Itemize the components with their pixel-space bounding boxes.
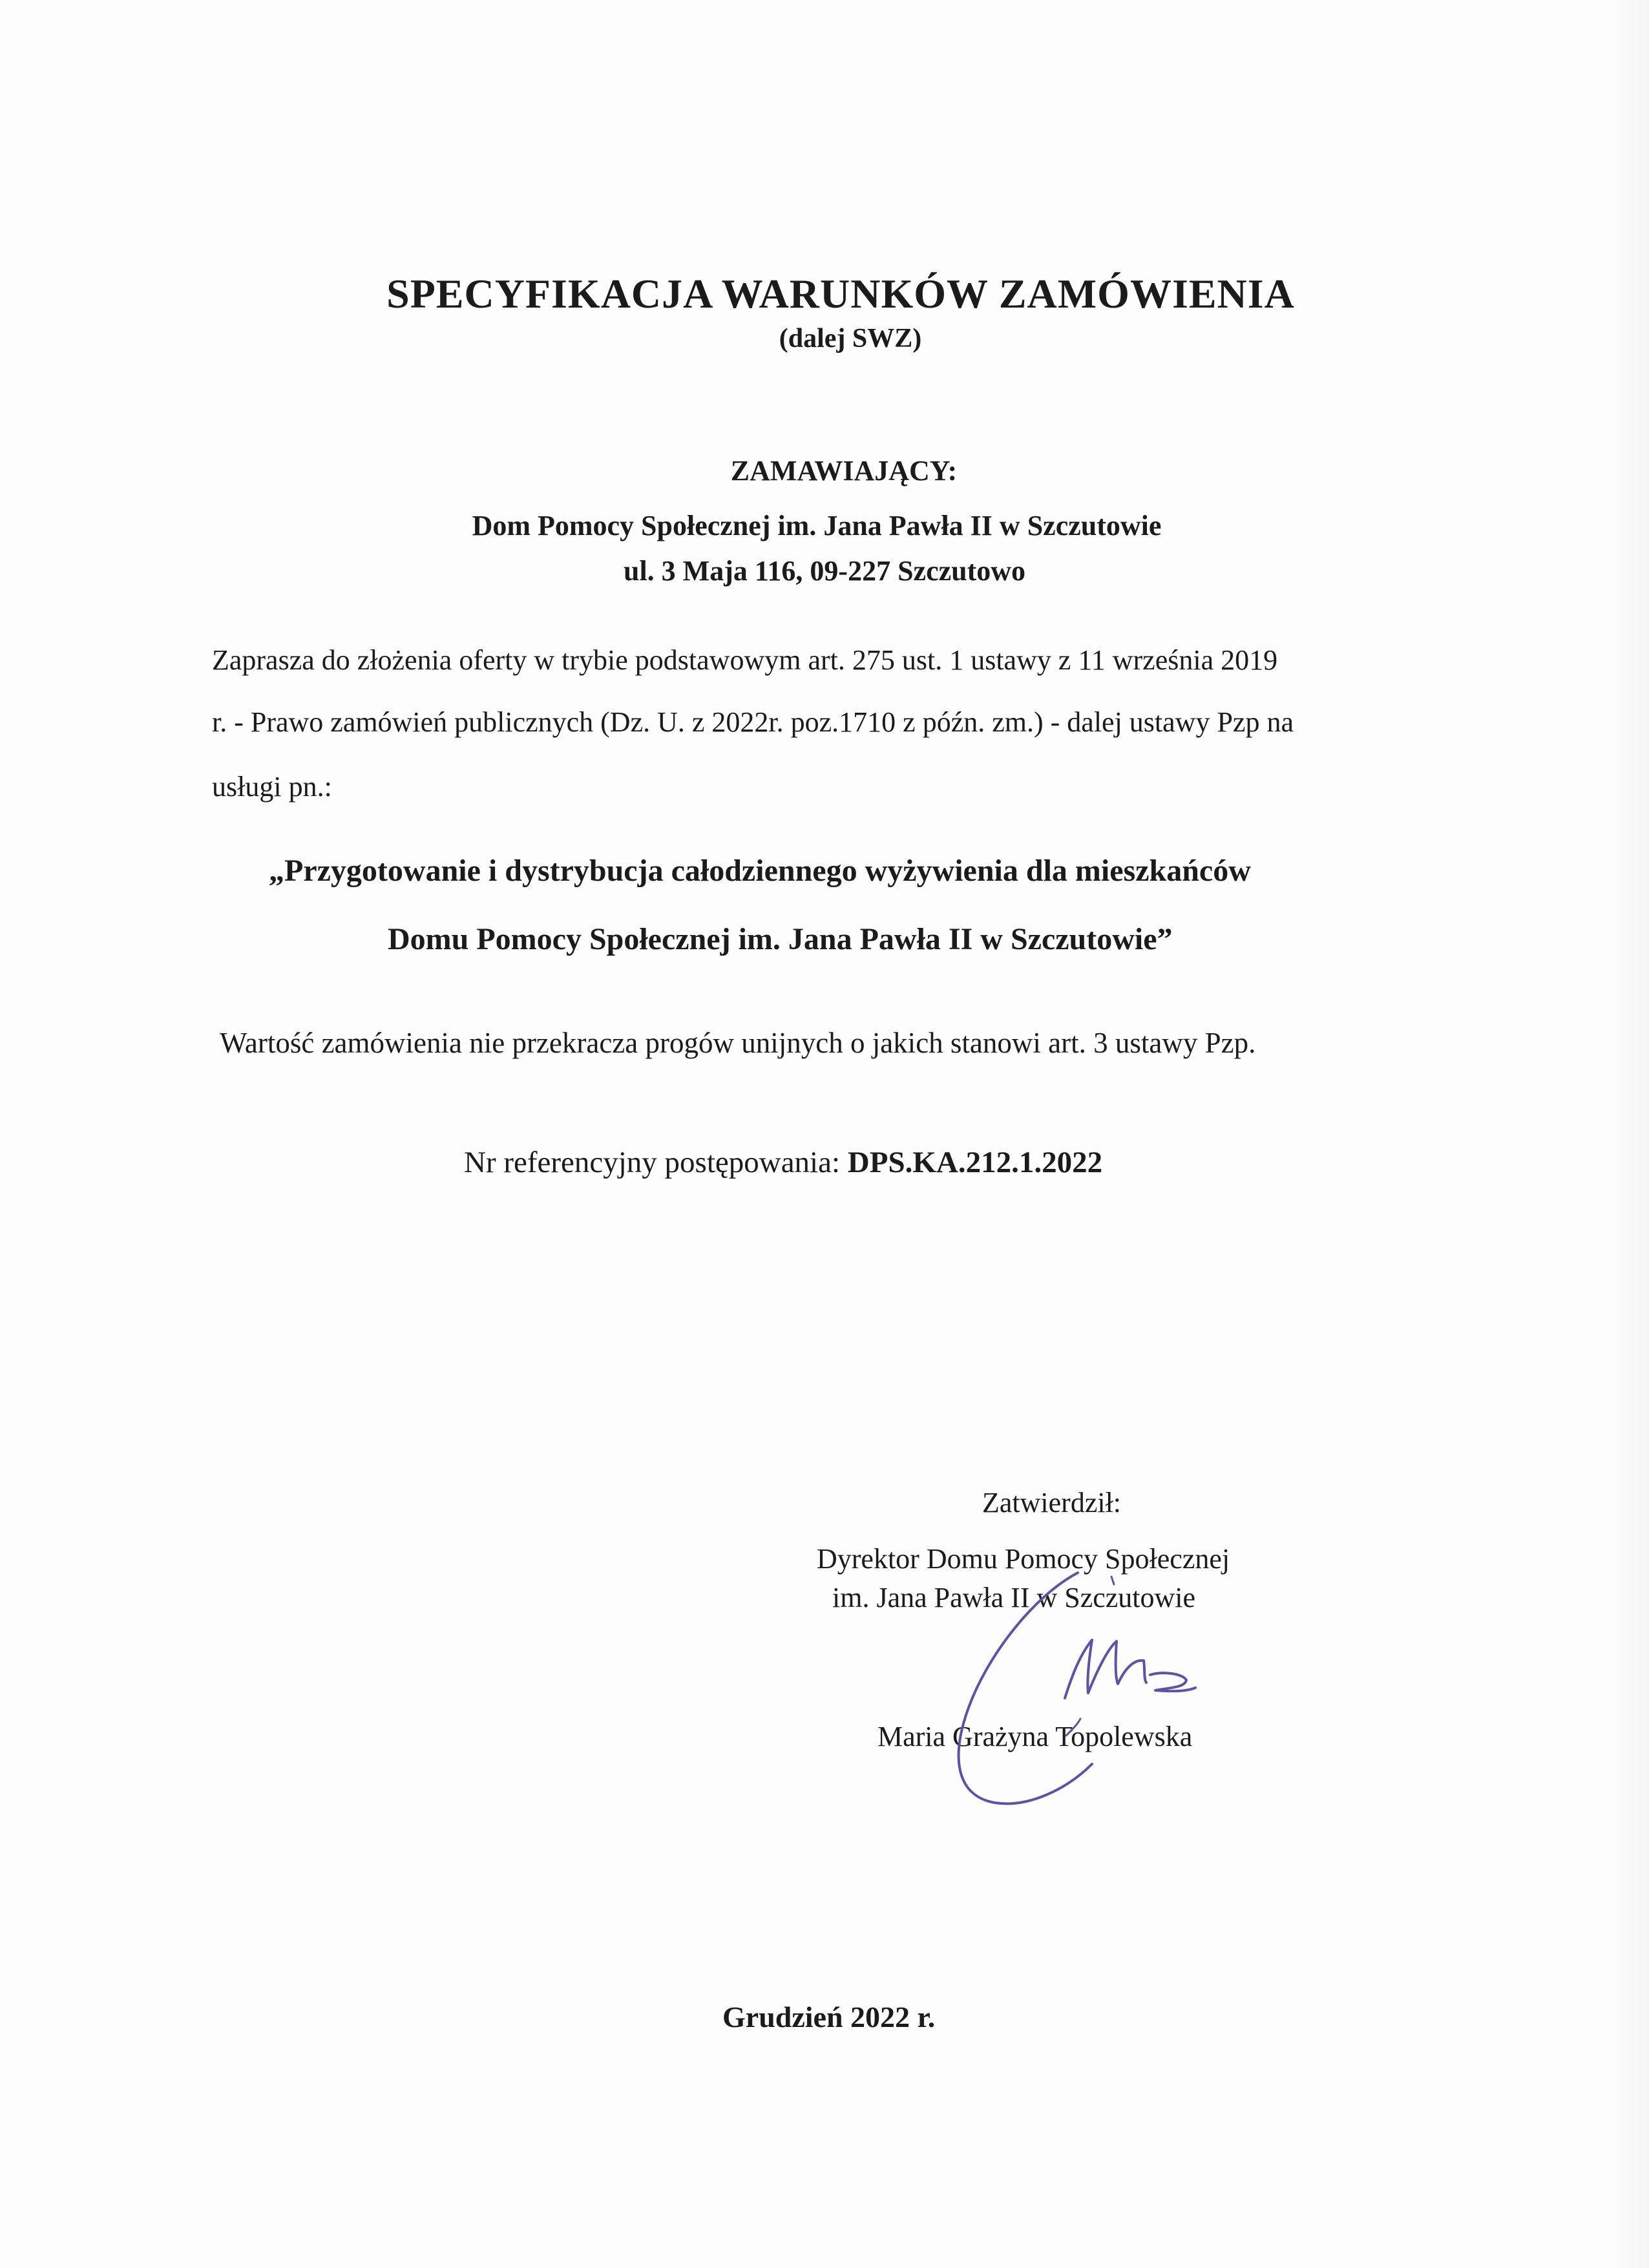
intro-line-3: usługi pn.: bbox=[212, 771, 332, 803]
reference-number-line bbox=[464, 1145, 1102, 1180]
reference-label: Nr referencyjny postępowania: bbox=[464, 1146, 848, 1179]
order-subject-line-2: Domu Pomocy Społecznej im. Jana Pawła II w Szczutowie” bbox=[388, 922, 1173, 956]
intro-line-2: r. - Prawo zamówień publicznych (Dz. U. z 2022r. poz.1710 z późn. zm.) - dalej ustawy Pzp na bbox=[212, 706, 1294, 738]
value-threshold-note: Wartość zamówienia nie przekracza progów unijnych o jakich stanowi art. 3 ustawy Pzp. bbox=[220, 1027, 1256, 1059]
approval-label: Zatwierdził: bbox=[982, 1487, 1122, 1518]
orderer-name: Dom Pomocy Społecznej im. Jana Pawła II w Szczutowie bbox=[472, 510, 1162, 541]
signer-name: Maria Grażyna Topolewska bbox=[877, 1721, 1193, 1752]
reference-number: DPS.KA.212.1.2022 bbox=[847, 1146, 1103, 1179]
orderer-address: ul. 3 Maja 116, 09-227 Szczutowo bbox=[623, 555, 1026, 587]
document-subtitle: (dalej SWZ) bbox=[779, 324, 922, 353]
document-title: SPECYFIKACJA WARUNKÓW ZAMÓWIENIA bbox=[386, 271, 1295, 317]
orderer-label: ZAMAWIAJĄCY: bbox=[730, 455, 958, 487]
director-position-line-2: im. Jana Pawła II w Szczutowie bbox=[832, 1582, 1196, 1613]
issue-date: Grudzień 2022 r. bbox=[722, 2000, 936, 2033]
director-position-line-1: Dyrektor Domu Pomocy Społecznej bbox=[817, 1543, 1230, 1575]
intro-line-1: Zaprasza do złożenia oferty w trybie podstawowym art. 275 ust. 1 ustawy z 11 września 2019 bbox=[212, 644, 1278, 676]
order-subject-line-1: „Przygotowanie i dystrybucja całodziennego wyżywienia dla mieszkańców bbox=[269, 854, 1251, 888]
